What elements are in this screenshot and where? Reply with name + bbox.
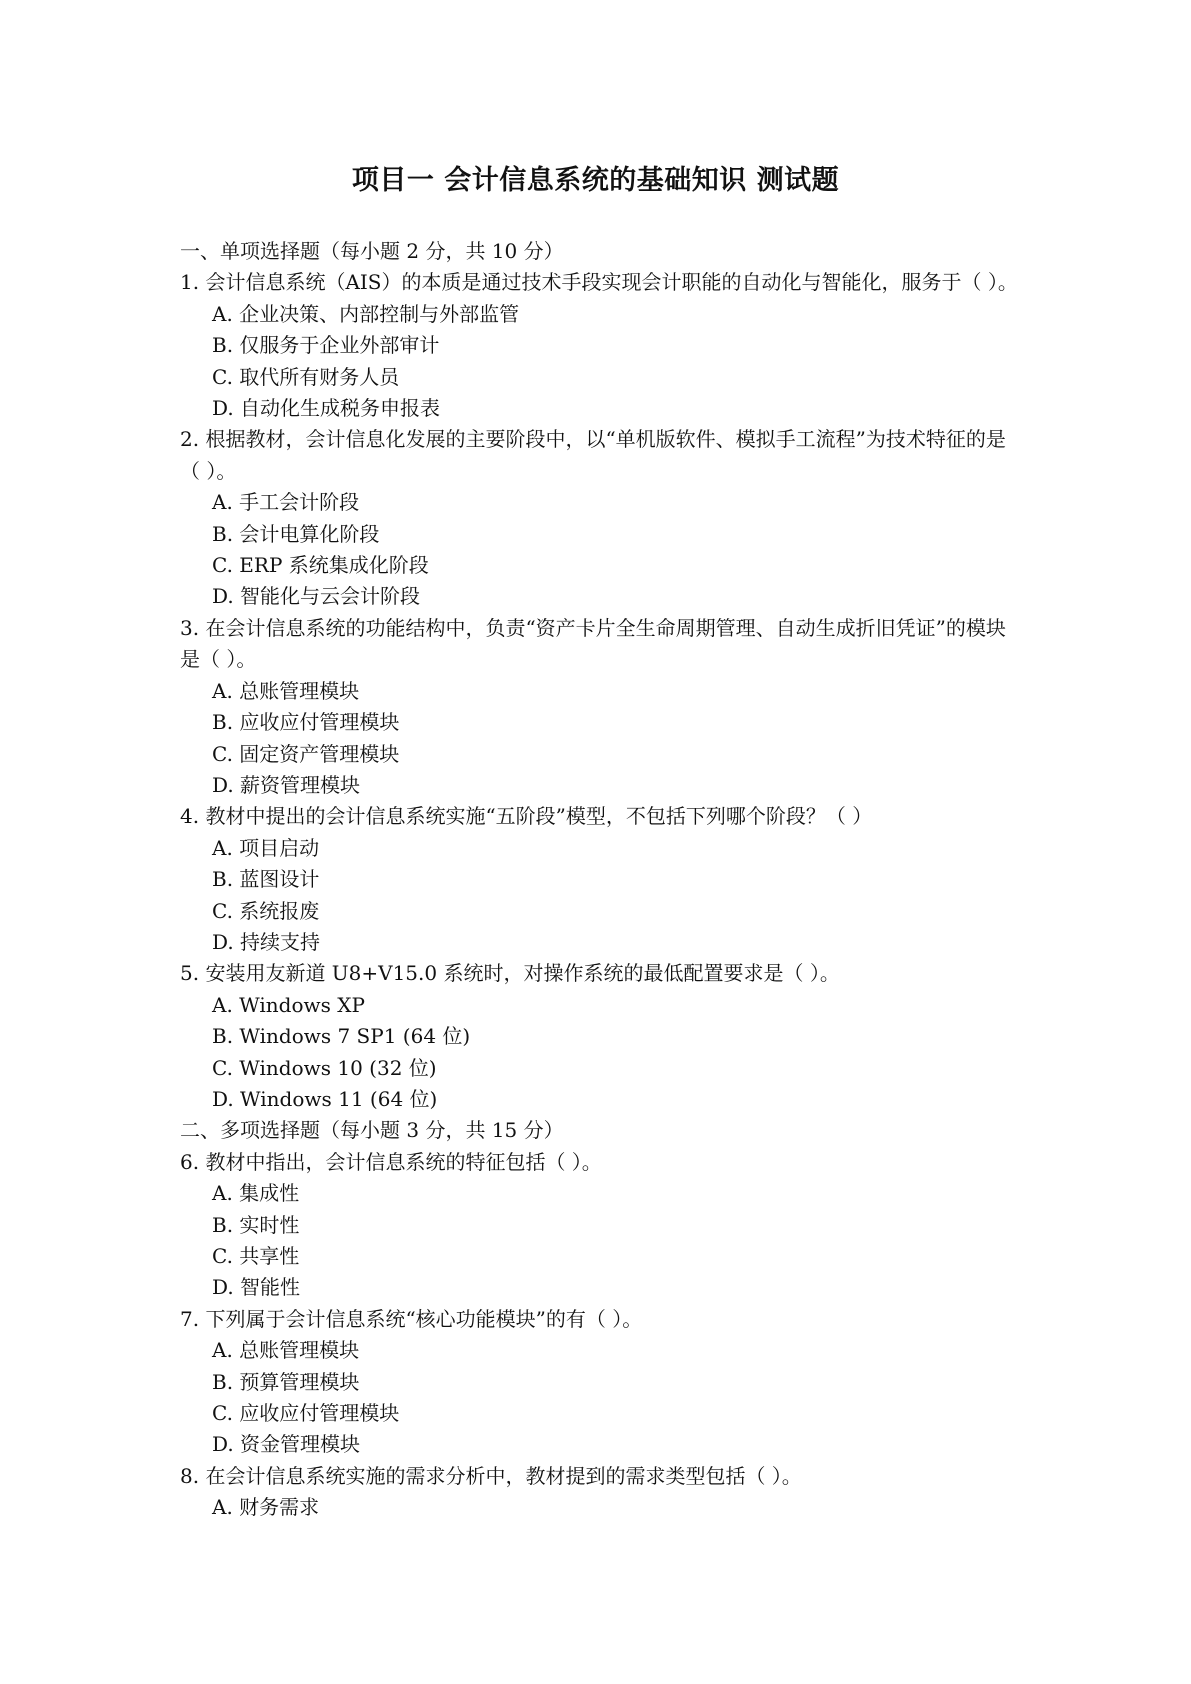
question-stem: 8. 在会计信息系统实施的需求分析中，教材提到的需求类型包括（ ）。: [180, 1463, 802, 1488]
option-c: C. ERP 系统集成化阶段: [212, 553, 429, 578]
option-a: A. 总账管理模块: [212, 678, 360, 703]
option-d: D. 自动化生成税务申报表: [212, 396, 441, 421]
option-c: C. 应收应付管理模块: [212, 1401, 400, 1426]
option-b: B. 蓝图设计: [212, 867, 320, 892]
option-c: C. 固定资产管理模块: [212, 741, 400, 766]
option-c: C. 取代所有财务人员: [212, 364, 400, 389]
option-d: D. 智能化与云会计阶段: [212, 584, 421, 609]
question-stem: 3. 在会计信息系统的功能结构中，负责“资产卡片全生命周期管理、自动生成折旧凭证”的模块是（ ）。: [180, 615, 1006, 672]
option-c: C. 共享性: [212, 1244, 300, 1268]
option-b: B. 会计电算化阶段: [212, 521, 380, 546]
option-d: D. 薪资管理模块: [212, 772, 361, 797]
question-stem: 2. 根据教材，会计信息化发展的主要阶段中，以“单机版软件、模拟手工流程”为技术特征的是（ ）。: [180, 427, 1006, 483]
option-a: A. 项目启动: [212, 835, 320, 860]
option-a: A. 企业决策、内部控制与外部监管: [212, 301, 520, 326]
question-stem: 7. 下列属于会计信息系统“核心功能模块”的有（ ）。: [180, 1306, 643, 1331]
page-title: 项目一 会计信息系统的基础知识 测试题: [351, 165, 840, 196]
option-d: D. 持续支持: [212, 929, 321, 954]
option-b: B. 仅服务于企业外部审计: [212, 333, 440, 358]
option-a: A. 集成性: [212, 1181, 300, 1206]
question-stem: 5. 安装用友新道 U8+V15.0 系统时，对操作系统的最低配置要求是（ ）。: [180, 961, 840, 986]
option-a: A. 手工会计阶段: [212, 490, 360, 515]
option-c: C. Windows 10 (32 位): [212, 1055, 437, 1080]
option-d: D. 智能性: [212, 1275, 301, 1300]
document-body: [180, 236, 1020, 1524]
option-b: B. 实时性: [212, 1212, 300, 1237]
option-b: B. 预算管理模块: [212, 1369, 360, 1394]
option-a: A. 财务需求: [212, 1495, 320, 1520]
question-stem: 6. 教材中指出，会计信息系统的特征包括（ ）。: [180, 1149, 602, 1174]
question-stem: 4. 教材中提出的会计信息系统实施“五阶段”模型，不包括下列哪个阶段？（ ）: [180, 804, 873, 829]
question-stem: 1. 会计信息系统（AIS）的本质是通过技术手段实现会计职能的自动化与智能化，服务于（ ）。: [180, 270, 1018, 295]
option-a: A. Windows XP: [212, 992, 365, 1017]
option-d: D. 资金管理模块: [212, 1432, 361, 1457]
option-b: B. 应收应付管理模块: [212, 710, 400, 735]
option-a: A. 总账管理模块: [212, 1338, 360, 1363]
option-b: B. Windows 7 SP1 (64 位): [212, 1024, 471, 1049]
option-c: C. 系统报废: [212, 898, 320, 923]
section-header: 一、单项选择题（每小题 2 分，共 10 分）: [180, 239, 564, 263]
section-header: 二、多项选择题（每小题 3 分，共 15 分）: [180, 1118, 564, 1143]
option-d: D. Windows 11 (64 位): [212, 1086, 438, 1111]
